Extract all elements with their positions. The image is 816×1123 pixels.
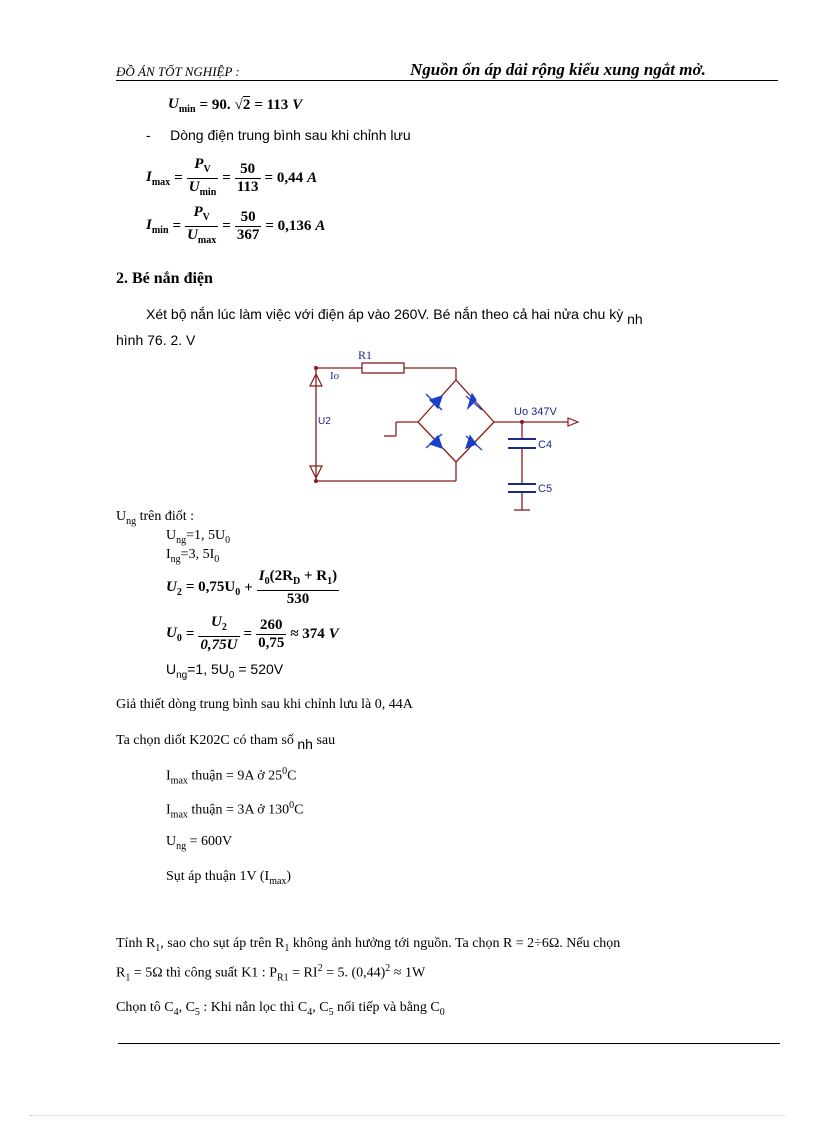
label-c5: C5 [538, 483, 553, 495]
label-u2: U2 [318, 416, 331, 427]
paragraph-intro-line2: hình 76. 2. V [116, 332, 196, 348]
param-ung-600v: $U_{ng} = 600V$ [166, 834, 233, 852]
page-edge [30, 1115, 786, 1116]
header-divider [116, 80, 778, 81]
equation-u2: $U_2$ = $0,75U_0$ + $\frac{I_0(2R_D + R_1)}{530}$ [166, 568, 338, 607]
header-title: Nguồn ổn áp dải rộng kiểu xung ngắt mở. [410, 60, 706, 79]
label-c4: C4 [538, 439, 553, 451]
section-heading: 2. Bé nắn điện [116, 270, 213, 287]
equation-umin: $U_{min}$ = 90. √2 = 113 V [168, 96, 303, 115]
diode-choice-text: Ta chọn diốt K202C có tham số nh sau [116, 733, 336, 752]
ung-formula: $U_{ng}=1$, $5U_0$ [166, 528, 231, 546]
ing-formula: $I_{ng}=3$, $5I_0$ [166, 547, 220, 565]
bullet-current-avg: - Dòng điện trung bình sau khi chỉnh lưu [146, 127, 411, 143]
label-io: Io [330, 370, 340, 382]
footer-divider [118, 1043, 780, 1044]
rectifier-circuit [300, 344, 600, 516]
resistor-r1 [362, 363, 404, 373]
param-imax-130c: $I_{max}$ thuận = 3A ở $130^0C$ [166, 800, 304, 821]
ung-diode-label: $U_{ng}$ trên điốt : [116, 509, 195, 527]
param-forward-drop: Sụt áp thuận 1V $(I_{max})$ [166, 869, 292, 887]
label-uo: Uo 347V [514, 406, 557, 418]
equation-imax: $I_{max}$ = $\frac{P_V}{U_{min}}$ = $\frac{50}{113}$ = 0,44 A [146, 156, 318, 198]
ung-result: $U_{ng}=1$, $5U_0 = 520V$ [166, 661, 284, 681]
assumption-text: Giả thiết dòng trung bình sau khi chỉnh lưu là 0, 44A [116, 697, 413, 712]
param-imax-25c: $I_{max}$ thuận = 9A ở $25^0C$ [166, 766, 297, 787]
r1-paragraph-line2: $R_1 = 5\Omega$ thì công suất K1 : $P_{R1} = RI^2 = 5$. $(0,44)^2 \approx 1W$ [116, 963, 426, 984]
diode-bridge [426, 394, 482, 450]
paragraph-intro: Xét bộ nắn lúc làm việc với điện áp vào 260V. Bé nắn theo cả hai nửa chu kỳ nh [146, 306, 643, 327]
r1-paragraph-line1: Tính $R_1$, sao cho sụt áp trên $R_1$ không ảnh hưởng tới nguồn. Ta chọn R = 2÷6Ω. Nếu chọn [116, 936, 621, 954]
equation-imin: $I_{min}$ = $\frac{P_V}{U_{max}}$ = $\frac{50}{367}$ = 0,136 A [146, 204, 326, 246]
equation-u0: $U_0$ = $\frac{U_2}{0,75U}$ = $\frac{260}{0,75}$ ≈ 374 V [166, 614, 339, 653]
capacitor-paragraph: Chọn tô $C_4$, $C_5$ : Khi nắn lọc thì $C_4$, $C_5$ nối tiếp và bằng $C_0$ [116, 1000, 445, 1018]
label-r1: R1 [358, 348, 373, 362]
header-left: ĐỒ ÁN TỐT NGHIỆP : [116, 64, 240, 79]
